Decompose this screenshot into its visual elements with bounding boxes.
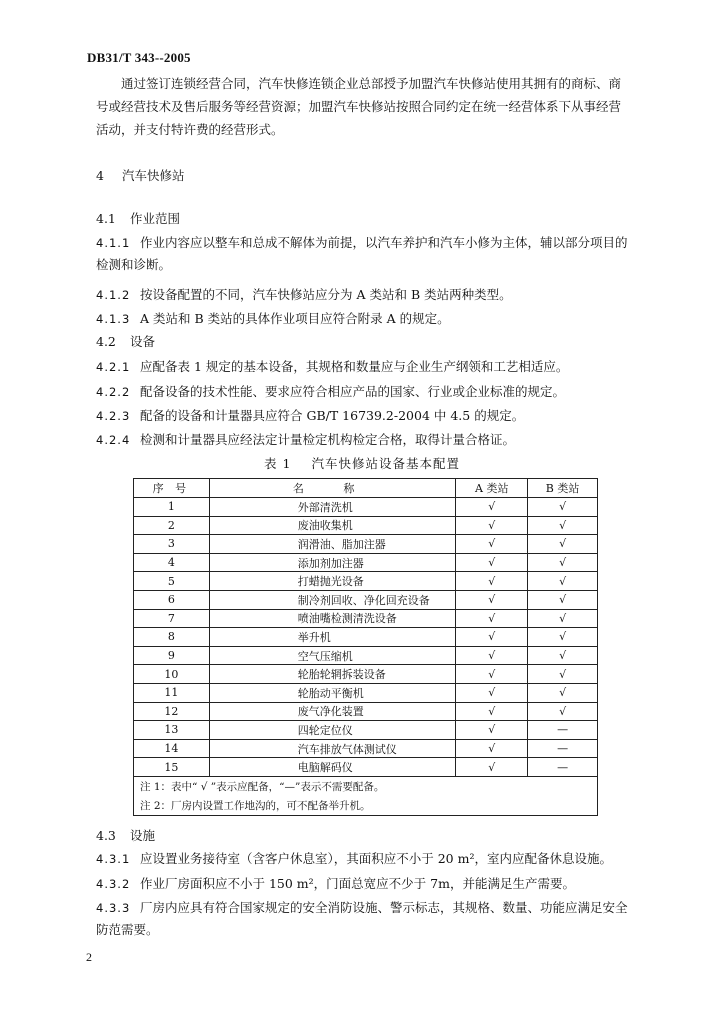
page-number: 2 (86, 950, 92, 964)
cell-name: 外部清洗机 (209, 498, 456, 517)
table-caption-title: 汽车快修站设备基本配置 (311, 456, 460, 471)
table-row (134, 516, 598, 535)
intro-paragraph: 通过签订连锁经营合同，汽车快修连锁企业总部授予加盟汽车快修站使用其拥有的商标、商号或经营技术及售后服务等经营资源；加盟汽车快修站按照合同约定在统一经营体系下从事经营活动，并支付特许费的经营形式。 (96, 76, 622, 137)
section-4-3-number: 4.3 (96, 828, 116, 843)
clause-number: 4.1.3 (96, 312, 131, 326)
cell-a-class: √ (456, 646, 528, 665)
cell-name: 制冷剂回收、净化回充设备 (209, 590, 456, 609)
clause-4-2-1 (96, 356, 636, 378)
cell-seq: 7 (134, 609, 210, 628)
table-note: 注 1：表中“ √ ”表示应配备，“—”表示不需要配备。 (134, 776, 598, 796)
intro-paragraph-block (96, 72, 632, 141)
table-row (134, 665, 598, 684)
table-note-row (134, 796, 598, 816)
table-note-row (134, 776, 598, 796)
header-name: 名 称 (209, 479, 456, 498)
cell-a-class: √ (456, 553, 528, 572)
cell-name: 汽车排放气体测试仪 (209, 739, 456, 758)
cell-b-class: √ (528, 572, 598, 591)
table-row (134, 590, 598, 609)
cell-b-class: — (528, 758, 598, 777)
cell-a-class: √ (456, 535, 528, 554)
header-seq: 序 号 (134, 479, 210, 498)
table-header-row (134, 479, 598, 498)
cell-b-class: √ (528, 535, 598, 554)
cell-a-class: √ (456, 628, 528, 647)
cell-a-class: √ (456, 665, 528, 684)
table-caption-number: 表 1 (264, 456, 292, 471)
clause-4-3-3 (96, 897, 636, 941)
clause-4-1-2 (96, 284, 636, 306)
cell-name: 电脑解码仪 (209, 758, 456, 777)
cell-name: 废油收集机 (209, 516, 456, 535)
clause-text: 按设备配置的不同，汽车快修站应分为 A 类站和 B 类站两种类型。 (140, 287, 512, 302)
cell-name: 四轮定位仪 (209, 721, 456, 740)
table-row (134, 739, 598, 758)
clause-4-3-1 (96, 848, 636, 870)
table-row (134, 628, 598, 647)
cell-b-class: √ (528, 498, 598, 517)
cell-b-class: √ (528, 516, 598, 535)
clause-text: 应设置业务接待室（含客户休息室），其面积应不小于 20 m²，室内应配备休息设施。 (140, 851, 612, 866)
cell-a-class: √ (456, 683, 528, 702)
clause-text: 配备设备的技术性能、要求应符合相应产品的国家、行业或企业标准的规定。 (140, 384, 566, 399)
clause-number: 4.2.2 (96, 385, 131, 399)
cell-b-class: √ (528, 628, 598, 647)
section-4-2-number: 4.2 (96, 334, 116, 349)
table-row (134, 702, 598, 721)
section-4-number: 4 (96, 168, 104, 183)
clause-4-1-1 (96, 232, 636, 276)
table-note: 注 2：厂房内设置工作地沟的，可不配备举升机。 (134, 796, 598, 816)
clause-text: 配备的设备和计量器具应符合 GB/T 16739.2-2004 中 4.5 的规定。 (140, 408, 525, 423)
table-row (134, 572, 598, 591)
cell-b-class: √ (528, 609, 598, 628)
section-4-title: 汽车快修站 (122, 168, 185, 183)
section-4-1-heading (96, 209, 180, 229)
section-4-1-number: 4.1 (96, 211, 116, 226)
clause-number: 4.3.3 (96, 901, 131, 915)
cell-b-class: — (528, 739, 598, 758)
table-row (134, 609, 598, 628)
cell-a-class: √ (456, 702, 528, 721)
cell-seq: 9 (134, 646, 210, 665)
cell-name: 举升机 (209, 628, 456, 647)
section-4-3-heading (96, 826, 155, 846)
clause-number: 4.1.2 (96, 288, 131, 302)
cell-seq: 3 (134, 535, 210, 554)
header-b-class: B 类站 (528, 479, 598, 498)
clause-4-2-3 (96, 405, 636, 427)
table-row (134, 553, 598, 572)
cell-a-class: √ (456, 609, 528, 628)
cell-name: 添加剂加注器 (209, 553, 456, 572)
cell-a-class: √ (456, 572, 528, 591)
cell-seq: 10 (134, 665, 210, 684)
table-row (134, 721, 598, 740)
clause-text: 厂房内应具有符合国家规定的安全消防设施、警示标志，其规格、数量、功能应满足安全防范需要。 (96, 900, 628, 937)
cell-seq: 11 (134, 683, 210, 702)
cell-name: 轮胎动平衡机 (209, 683, 456, 702)
cell-seq: 12 (134, 702, 210, 721)
cell-name: 空气压缩机 (209, 646, 456, 665)
section-4-1-title: 作业范围 (130, 211, 181, 226)
header-a-class: A 类站 (456, 479, 528, 498)
cell-seq: 15 (134, 758, 210, 777)
cell-b-class: √ (528, 553, 598, 572)
cell-a-class: √ (456, 739, 528, 758)
cell-a-class: √ (456, 758, 528, 777)
cell-name: 喷油嘴检测清洗设备 (209, 609, 456, 628)
table-caption (0, 454, 724, 472)
cell-a-class: √ (456, 721, 528, 740)
cell-seq: 4 (134, 553, 210, 572)
table-row (134, 758, 598, 777)
cell-a-class: √ (456, 498, 528, 517)
cell-b-class: — (528, 721, 598, 740)
clause-4-2-2 (96, 381, 636, 403)
cell-a-class: √ (456, 590, 528, 609)
cell-name: 废气净化装置 (209, 702, 456, 721)
cell-b-class: √ (528, 590, 598, 609)
clause-text: 检测和计量器具应经法定计量检定机构检定合格，取得计量合格证。 (140, 432, 516, 447)
cell-seq: 13 (134, 721, 210, 740)
section-4-heading (96, 166, 185, 186)
clause-text: A 类站和 B 类站的具体作业项目应符合附录 A 的规定。 (140, 311, 450, 326)
cell-seq: 2 (134, 516, 210, 535)
table-row (134, 683, 598, 702)
cell-name: 轮胎轮辋拆装设备 (209, 665, 456, 684)
table-row (134, 646, 598, 665)
clause-number: 4.2.3 (96, 409, 131, 423)
clause-text: 作业内容应以整车和总成不解体为前提，以汽车养护和汽车小修为主体，辅以部分项目的检测和诊断。 (96, 235, 628, 272)
table-row (134, 498, 598, 517)
cell-a-class: √ (456, 516, 528, 535)
cell-seq: 14 (134, 739, 210, 758)
equipment-table (133, 478, 598, 816)
section-4-2-heading (96, 332, 155, 352)
cell-b-class: √ (528, 702, 598, 721)
clause-4-2-4 (96, 429, 636, 451)
cell-name: 打蜡抛光设备 (209, 572, 456, 591)
cell-name: 润滑油、脂加注器 (209, 535, 456, 554)
section-4-3-title: 设施 (130, 828, 156, 843)
clause-text: 应配备表 1 规定的基本设备，其规格和数量应与企业生产纲领和工艺相适应。 (140, 359, 569, 374)
cell-seq: 8 (134, 628, 210, 647)
clause-number: 4.2.1 (96, 360, 131, 374)
clause-number: 4.3.2 (96, 877, 131, 891)
clause-4-1-3 (96, 308, 636, 330)
cell-seq: 1 (134, 498, 210, 517)
clause-number: 4.2.4 (96, 433, 131, 447)
cell-seq: 6 (134, 590, 210, 609)
cell-b-class: √ (528, 665, 598, 684)
clause-text: 作业厂房面积应不小于 150 m²，门面总宽应不少于 7m，并能满足生产需要。 (140, 876, 575, 891)
clause-number: 4.1.1 (96, 236, 131, 250)
cell-b-class: √ (528, 646, 598, 665)
table-row (134, 535, 598, 554)
cell-b-class: √ (528, 683, 598, 702)
clause-number: 4.3.1 (96, 852, 131, 866)
section-4-2-title: 设备 (130, 334, 156, 349)
cell-seq: 5 (134, 572, 210, 591)
document-code: DB31/T 343--2005 (87, 50, 191, 65)
clause-4-3-2 (96, 873, 636, 895)
